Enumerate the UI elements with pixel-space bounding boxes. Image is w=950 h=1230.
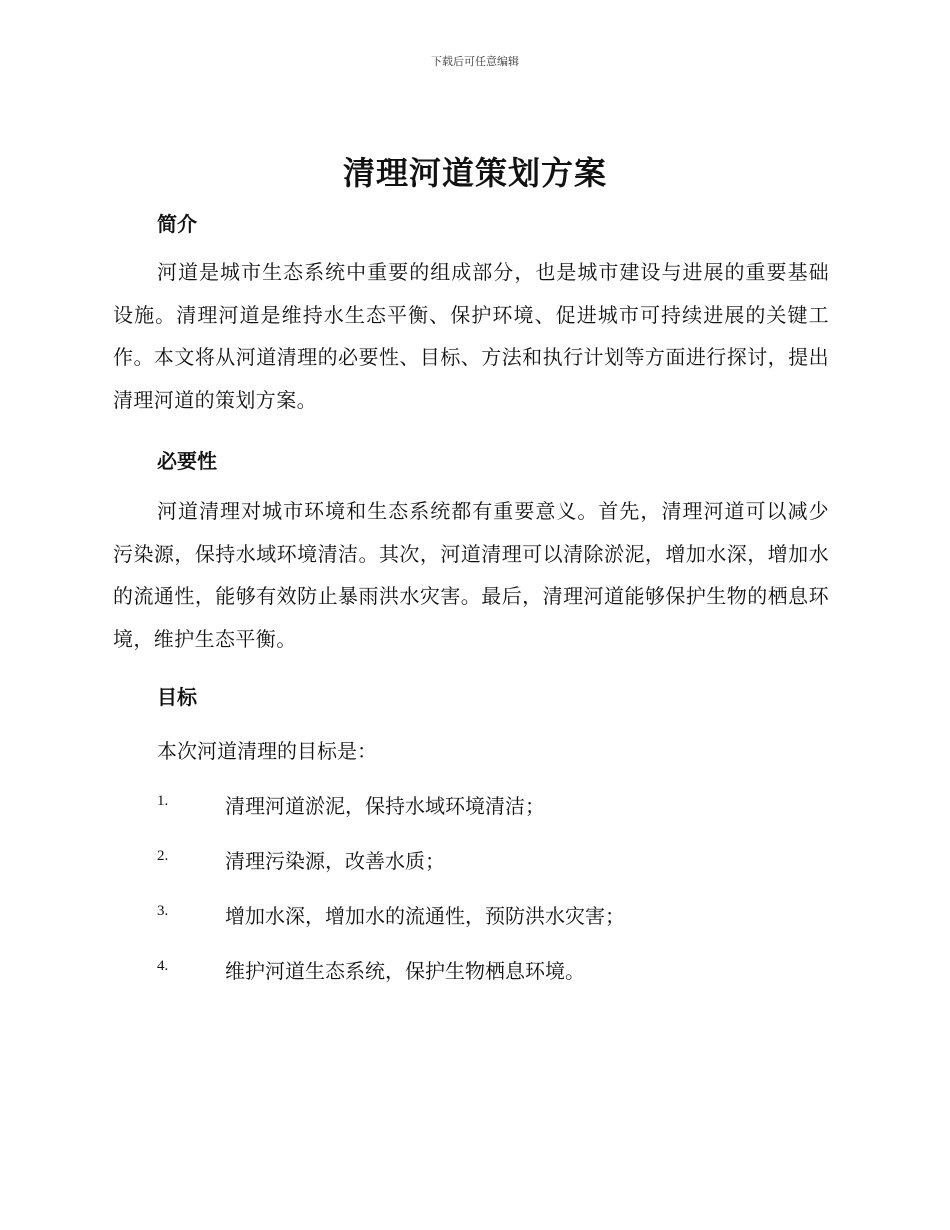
list-item-text: 清理污染源，改善水质； <box>225 849 445 873</box>
section-heading-goals: 目标 <box>157 685 197 709</box>
list-number: 3. <box>157 903 169 919</box>
list-number: 2. <box>157 848 169 864</box>
page-header-note: 下载后可任意编辑 <box>431 55 519 68</box>
paragraph-necessity: 河道清理对城市环境和生态系统都有重要意义。首先，清理河道可以减少污染源，保持水域环境清洁。其次，河道清理可以清除淤泥，增加水深，增加水的流通性，能够有效防止暴雨洪水灾害。最后，清理河道能够保护生物的栖息环境，维护生态平衡。 <box>113 499 829 651</box>
document-title: 清理河道策划方案 <box>342 154 607 192</box>
goals-lead-text: 本次河道清理的目标是： <box>157 739 377 763</box>
list-item-text: 增加水深，增加水的流通性，预防洪水灾害； <box>225 904 625 928</box>
list-item-text: 清理河道淤泥，保持水域环境清洁； <box>225 794 545 818</box>
section-heading-intro: 简介 <box>157 212 197 236</box>
list-number: 1. <box>157 793 169 809</box>
paragraph-intro: 河道是城市生态系统中重要的组成部分，也是城市建设与进展的重要基础设施。清理河道是维持水生态平衡、保护环境、促进城市可持续进展的关键工作。本文将从河道清理的必要性、目标、方法和执行计划等方面进行探讨，提出清理河道的策划方案。 <box>113 260 829 412</box>
section-heading-necessity: 必要性 <box>157 449 217 473</box>
list-number: 4. <box>157 958 169 974</box>
list-item-text: 维护河道生态系统，保护生物栖息环境。 <box>225 959 585 983</box>
